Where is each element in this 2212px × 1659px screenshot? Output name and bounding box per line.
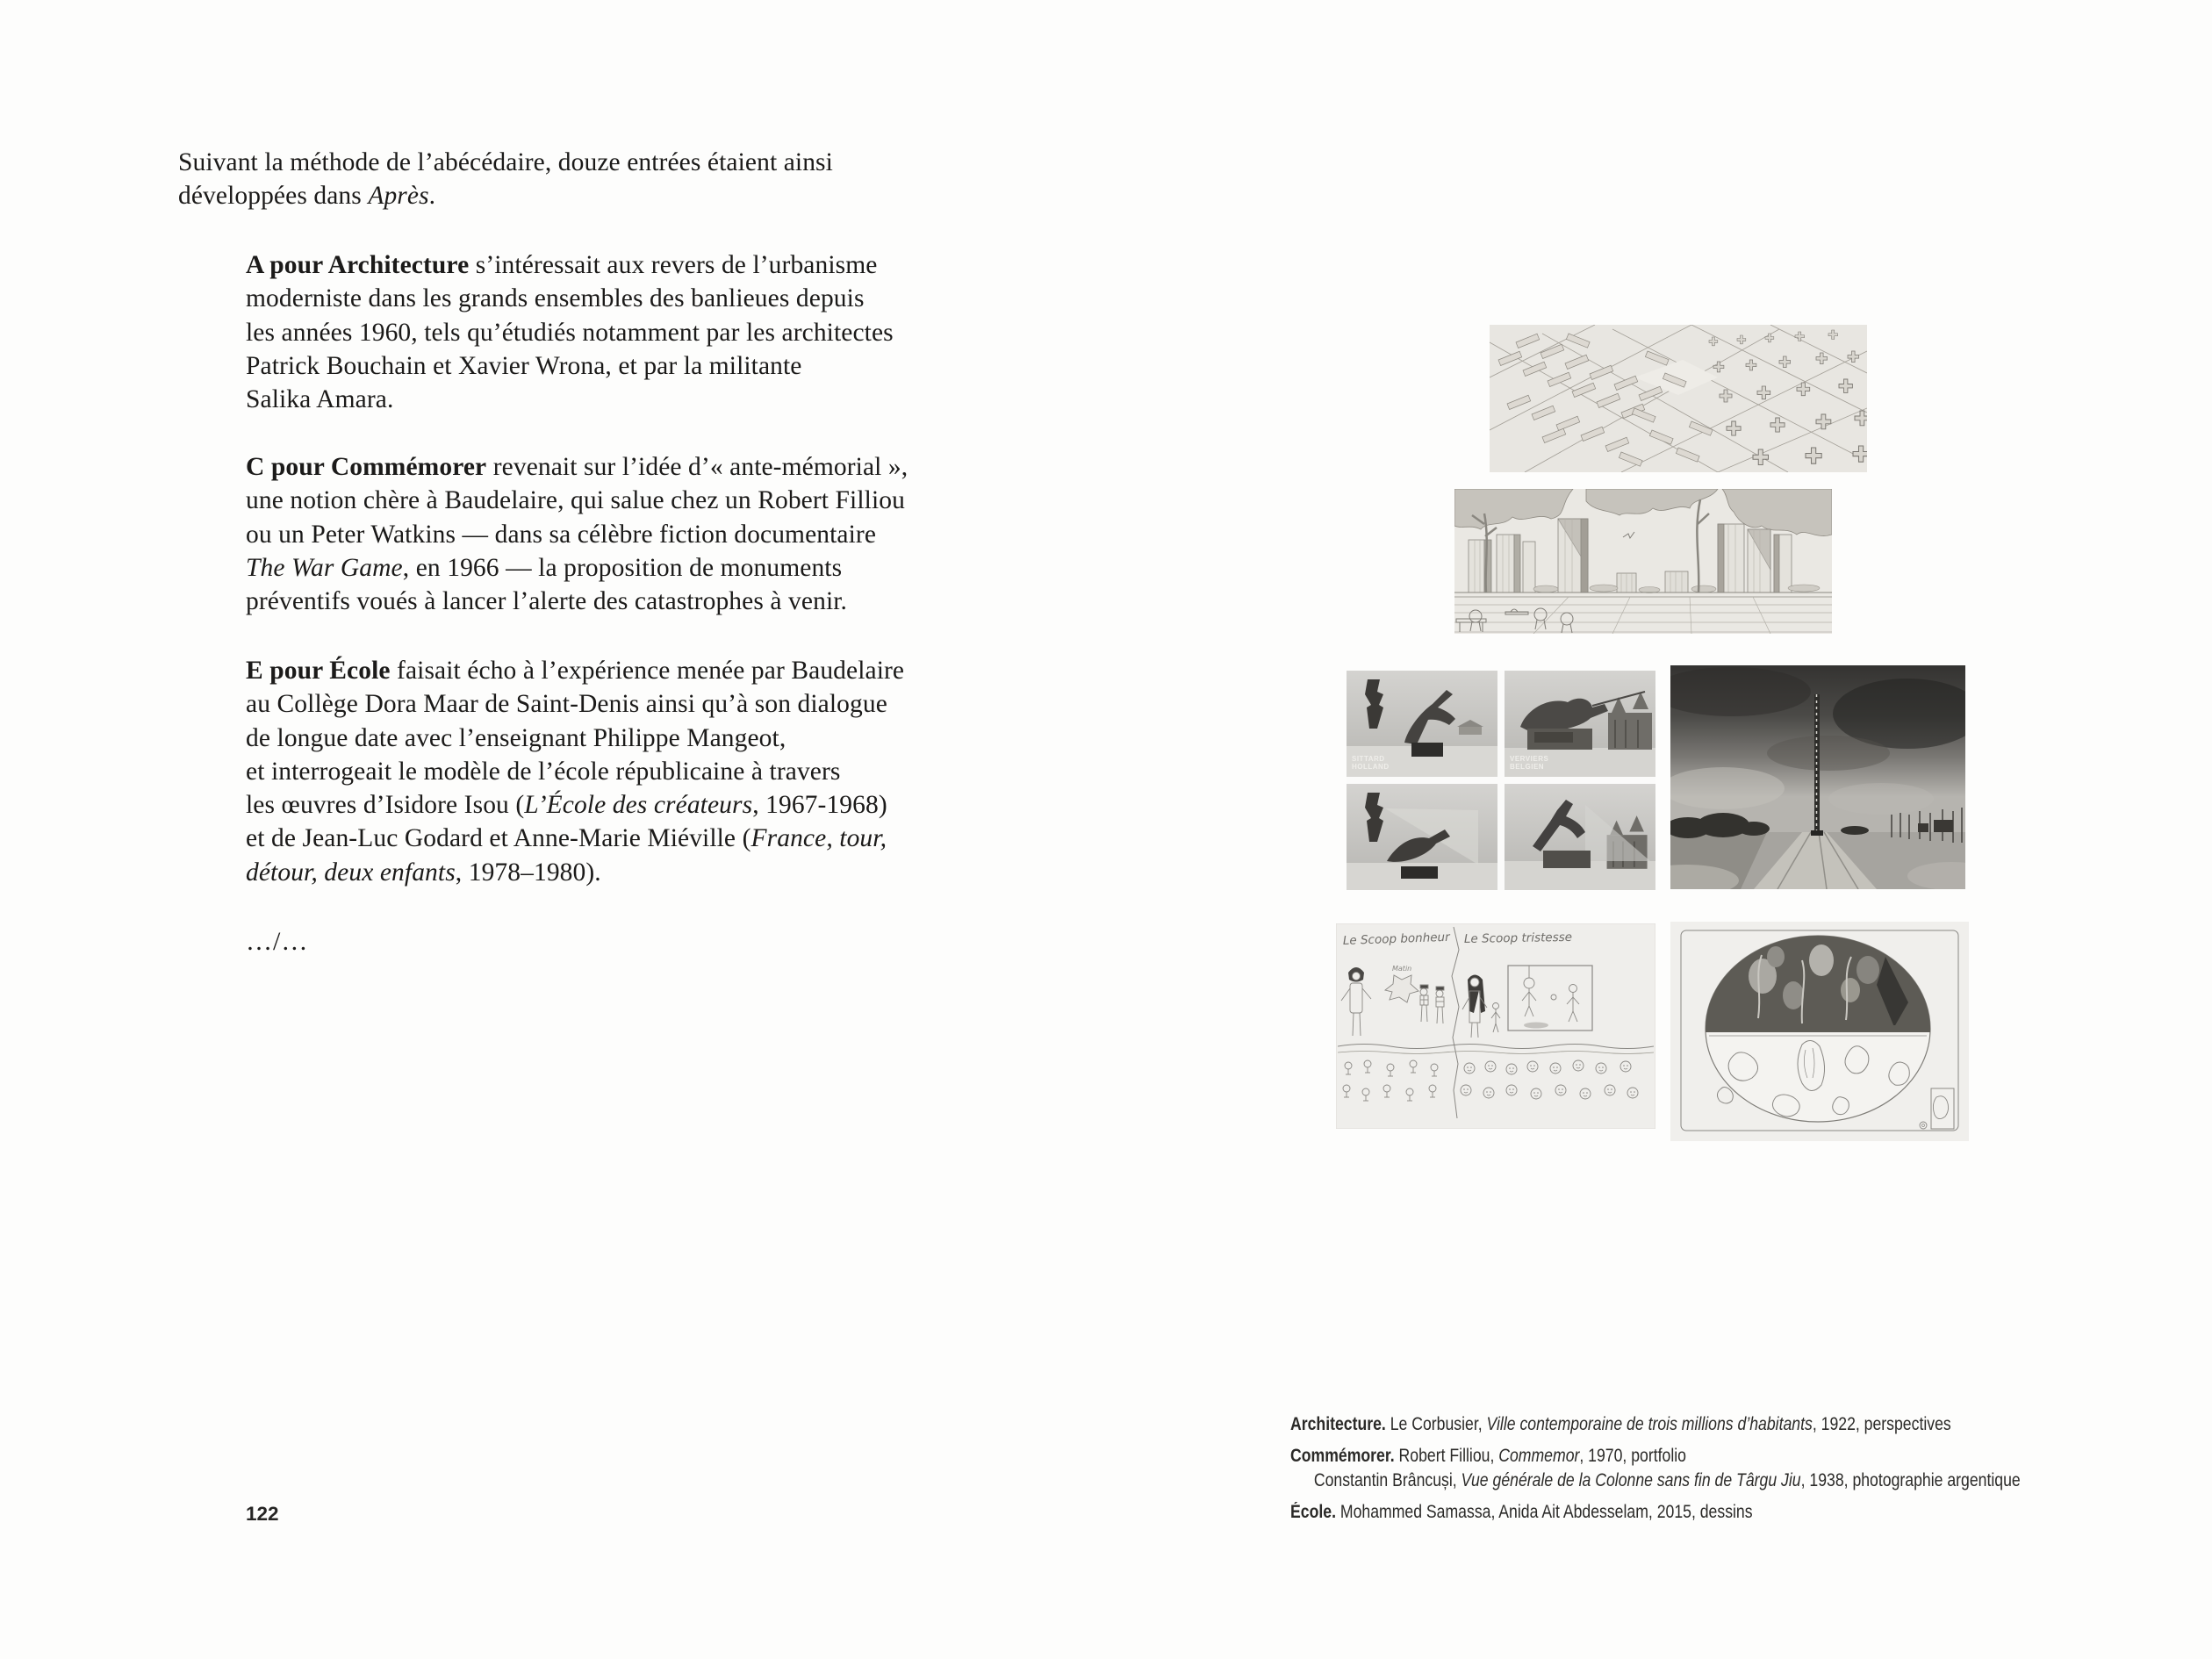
text-line: développées dans Après.	[178, 182, 436, 211]
text-line: ou un Peter Watkins — dans sa célèbre fiction documentaire	[246, 520, 877, 549]
figure-dessin-scoop	[1336, 923, 1655, 1129]
photo-label-belgien: BELGIEN	[1510, 763, 1545, 771]
drawing-word-matin: Matin	[1392, 965, 1412, 973]
text-line: E pour École faisait écho à l’expérience menée par Baudelaire	[246, 657, 905, 685]
text-line: Suivant la méthode de l’abécédaire, douze entrées étaient ainsi	[178, 148, 833, 176]
text-line: Architecture. Le Corbusier, Ville contemporaine de trois millions d’habitants, 1922, perspectives	[1290, 1414, 1951, 1434]
text-line: une notion chère à Baudelaire, qui salue chez un Robert Filliou	[246, 486, 905, 515]
child-drawing-planet	[1670, 922, 1969, 1141]
text-line: Commémorer. Robert Filliou, Commemor, 1970, portfolio	[1290, 1446, 1686, 1466]
photo-label-holland: HOLLAND	[1352, 763, 1390, 771]
text-line: Salika Amara.	[246, 385, 394, 414]
aerial-drawing	[1490, 325, 1867, 472]
text-line: et interrogeait le modèle de l’école républicaine à travers	[246, 757, 841, 786]
child-drawing-scoop	[1336, 923, 1655, 1129]
text-line: Constantin Brâncuși, Vue générale de la Colonne sans fin de Târgu Jiu, 1938, photographie argentique	[1313, 1469, 2021, 1490]
entry-ecole	[246, 654, 904, 889]
photo-grid	[1347, 671, 1655, 890]
text-line: de longue date avec l’enseignant Philippe Mangeot,	[246, 723, 786, 752]
photo-label-sittard: SITTARD	[1352, 755, 1385, 763]
text-line: au Collège Dora Maar de Saint-Denis ainsi qu’à son dialogue	[246, 690, 887, 719]
page-number: 122	[246, 1503, 279, 1525]
intro-paragraph	[178, 146, 833, 213]
continuation-mark: …/…	[246, 927, 309, 956]
text-line: C pour Commémorer revenait sur l’idée d’« ante-mémorial »,	[246, 453, 908, 481]
figure-commemor-photo-grid	[1347, 671, 1655, 890]
text-line: moderniste dans les grands ensembles des banlieues depuis	[246, 284, 865, 313]
figure-ville-contemporaine-aerial	[1490, 325, 1867, 472]
drawing-title-left: Le Scoop bonheur	[1342, 930, 1450, 948]
perspective-drawing	[1454, 489, 1832, 634]
caption-commemorer	[1290, 1444, 2159, 1492]
text-line: préventifs voués à lancer l’alerte des catastrophes à venir.	[246, 587, 848, 616]
entry-architecture	[246, 248, 894, 416]
text-line: les années 1960, tels qu’étudiés notamment par les architectes	[246, 318, 894, 347]
text-line: détour, deux enfants, 1978–1980).	[246, 858, 601, 887]
figure-colonne-sans-fin-photo	[1670, 665, 1965, 889]
photo-label-verviers: VERVIERS	[1510, 755, 1549, 763]
text-line: Patrick Bouchain et Xavier Wrona, et par la militante	[246, 351, 802, 380]
text-line: The War Game, en 1966 — la proposition de monuments	[246, 553, 843, 582]
entry-commemorer	[246, 450, 908, 618]
text-line: et de Jean-Luc Godard et Anne-Marie Miéville (France, tour,	[246, 824, 887, 853]
drawing-title-right: Le Scoop tristesse	[1463, 930, 1573, 946]
caption-ecole	[1290, 1500, 1841, 1525]
caption-architecture	[1290, 1412, 2077, 1437]
column-photo	[1670, 665, 1965, 889]
figure-dessin-planete	[1670, 922, 1969, 1141]
text-line: les œuvres d’Isidore Isou (L’École des créateurs, 1967-1968)	[246, 791, 887, 820]
text-line: École. Mohammed Samassa, Anida Ait Abdesselam, 2015, dessins	[1290, 1502, 1753, 1522]
text-line: A pour Architecture s’intéressait aux revers de l’urbanisme	[246, 251, 878, 279]
figure-ville-contemporaine-perspective	[1454, 489, 1832, 634]
